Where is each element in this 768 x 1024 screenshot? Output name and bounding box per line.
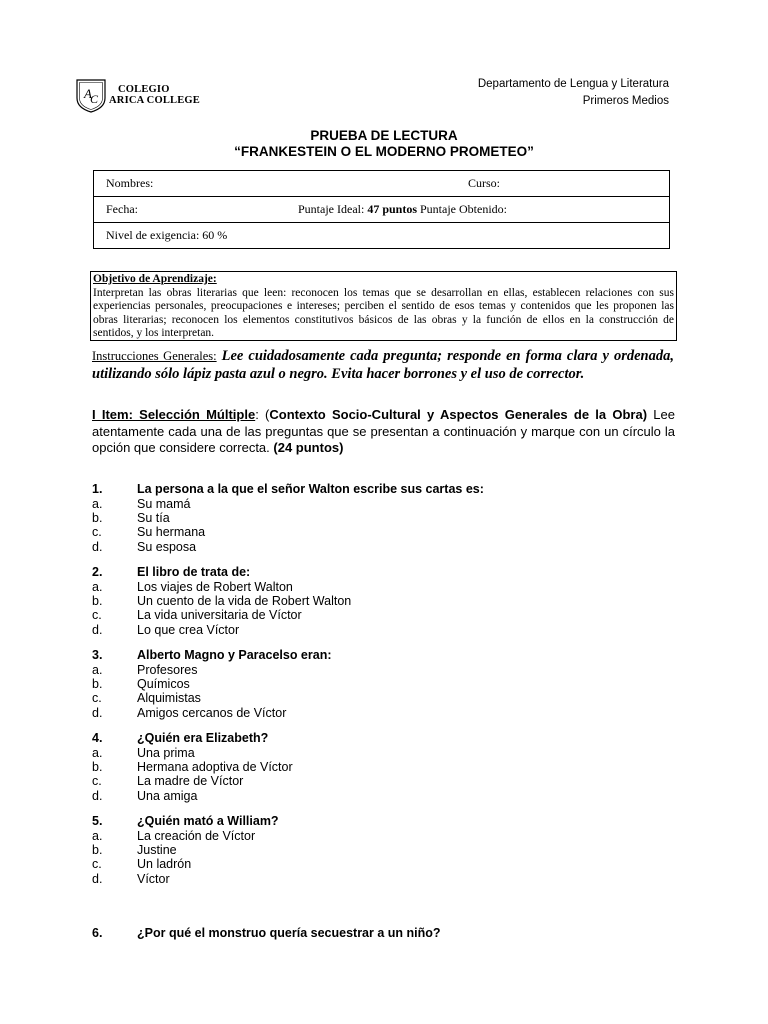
question-4 <box>92 731 592 803</box>
option-letter[interactable]: d. <box>92 539 103 554</box>
option-letter[interactable]: a. <box>92 580 103 594</box>
answer-option[interactable] <box>92 872 592 886</box>
option-letter[interactable]: c. <box>92 774 102 789</box>
answer-option[interactable] <box>92 623 592 637</box>
option-text[interactable]: La madre de Víctor <box>137 774 244 789</box>
option-letter[interactable]: a. <box>92 829 103 843</box>
question-text: Alberto Magno y Paracelso eran: <box>137 648 332 662</box>
answer-option[interactable] <box>92 706 592 720</box>
school-name-line2: ARICA COLLEGE <box>109 95 200 106</box>
department-header <box>478 76 669 110</box>
general-instructions <box>92 347 674 383</box>
option-letter[interactable]: c. <box>92 857 102 872</box>
option-text[interactable]: Hermana adoptiva de Víctor <box>137 760 293 775</box>
question-number: 4. <box>92 731 103 745</box>
info-row-names <box>94 171 669 197</box>
question-number: 1. <box>92 482 103 496</box>
requirement-level: Nivel de exigencia: 60 % <box>106 228 228 242</box>
course-field[interactable]: Curso: <box>468 176 501 190</box>
option-letter[interactable]: b. <box>92 677 103 692</box>
answer-option[interactable] <box>92 746 592 760</box>
info-row-date <box>94 197 669 223</box>
question-number: 2. <box>92 565 103 579</box>
option-letter[interactable]: b. <box>92 760 103 775</box>
item-colon: : ( <box>255 407 270 422</box>
answer-option[interactable] <box>92 497 592 511</box>
question-header <box>92 814 592 829</box>
question-1 <box>92 482 592 554</box>
item-points: (24 puntos) <box>273 440 344 455</box>
option-text[interactable]: Una prima <box>137 746 195 760</box>
ideal-score-label: Puntaje Ideal: <box>298 202 365 216</box>
question-text: ¿Quién era Elizabeth? <box>137 731 269 745</box>
option-text[interactable]: Su esposa <box>137 539 197 554</box>
option-letter[interactable]: a. <box>92 663 103 677</box>
answer-option[interactable] <box>92 857 592 871</box>
item-one-instructions <box>92 407 675 457</box>
question-3 <box>92 648 592 720</box>
option-text[interactable]: Justine <box>137 843 177 858</box>
option-text[interactable]: Alquimistas <box>137 691 201 706</box>
question-header <box>92 731 592 746</box>
option-letter[interactable]: d. <box>92 705 103 720</box>
date-field[interactable]: Fecha: <box>106 202 138 216</box>
answer-option[interactable] <box>92 525 592 539</box>
item-text: Lee atentamente cada una de las preguntas que se presentan a continuación y marque con un círculo la opción que considere correcta. <box>92 407 675 455</box>
info-row-requirement <box>94 223 669 248</box>
question-text: La persona a la que el señor Walton escribe sus cartas es: <box>137 482 484 496</box>
department-name: Departamento de Lengua y Literatura <box>477 78 669 90</box>
student-info-table <box>93 170 670 249</box>
option-text[interactable]: Los viajes de Robert Walton <box>137 580 293 594</box>
option-letter[interactable]: d. <box>92 622 103 637</box>
school-crest-icon <box>75 78 107 114</box>
option-text[interactable]: La creación de Víctor <box>137 829 256 843</box>
school-name <box>109 84 200 106</box>
answer-option[interactable] <box>92 663 592 677</box>
option-letter[interactable]: b. <box>92 511 103 526</box>
option-text[interactable]: Un cuento de la vida de Robert Walton <box>137 594 352 609</box>
option-text[interactable]: Su hermana <box>137 525 206 540</box>
option-text[interactable]: Una amiga <box>137 788 198 803</box>
question-5 <box>92 814 592 886</box>
question-header <box>92 926 592 941</box>
question-header <box>92 648 592 663</box>
ideal-score <box>298 202 507 217</box>
question-text: ¿Quién mató a William? <box>137 814 279 828</box>
answer-option[interactable] <box>92 608 592 622</box>
answer-option[interactable] <box>92 580 592 594</box>
instructions-text: Lee cuidadosamente cada pregunta; responde en forma clara y ordenada, utilizando sólo lápiz pasta azul o negro. Evita hacer borrones y el uso de corrector. <box>92 348 674 382</box>
answer-option[interactable] <box>92 774 592 788</box>
question-header <box>92 482 592 497</box>
option-text[interactable]: Su mamá <box>137 497 191 511</box>
option-letter[interactable]: d. <box>92 871 103 886</box>
question-number: 6. <box>92 926 103 940</box>
option-letter[interactable]: c. <box>92 691 102 706</box>
option-text[interactable]: Víctor <box>137 871 170 886</box>
course-level: Primeros Medios <box>582 95 669 107</box>
option-letter[interactable]: d. <box>92 788 103 803</box>
option-letter[interactable]: b. <box>92 843 103 858</box>
objective-text: Interpretan las obras literarias que leen: reconocen los temas que se desarrollan en ellas, establecen relaciones con sus experiencias personales, preocupaciones e intereses; perciben el sentido de esos temas y contenidos que les proponen las obras literarias; reconocen los elementos constitutivos básicos de las obras y la función de ellos en la construcción de sentidos, y los interpretan. <box>93 286 674 339</box>
question-number: 3. <box>92 648 103 662</box>
objective-title: Objetivo de Aprendizaje: <box>93 273 217 285</box>
option-letter[interactable]: a. <box>92 497 103 511</box>
item-context: Contexto Socio-Cultural y Aspectos Generales de la Obra) <box>269 407 648 422</box>
answer-option[interactable] <box>92 691 592 705</box>
option-text[interactable]: Un ladrón <box>137 857 192 872</box>
option-text[interactable]: Profesores <box>137 663 198 677</box>
ideal-score-value: 47 puntos <box>367 202 417 216</box>
learning-objective-box <box>90 271 677 341</box>
answer-option[interactable] <box>92 540 592 554</box>
book-title: “FRANKESTEIN O EL MODERNO PROMETEO” <box>234 144 534 159</box>
option-text[interactable]: Lo que crea Víctor <box>137 622 240 637</box>
answer-option[interactable] <box>92 843 592 857</box>
question-2 <box>92 565 592 637</box>
question-number: 5. <box>92 814 103 828</box>
option-letter[interactable]: a. <box>92 746 103 760</box>
option-letter[interactable]: b. <box>92 594 103 609</box>
test-title: PRUEBA DE LECTURA <box>310 128 458 143</box>
school-name-line1: COLEGIO <box>118 84 170 95</box>
option-letter[interactable]: c. <box>92 525 102 540</box>
svg-text:C: C <box>90 92 99 106</box>
answer-option[interactable] <box>92 760 592 774</box>
question-text: ¿Por qué el monstruo quería secuestrar a un niño? <box>137 926 441 940</box>
item-label: I Item: Selección Múltiple <box>92 407 256 422</box>
answer-option[interactable] <box>92 789 592 803</box>
option-text[interactable]: Químicos <box>137 677 190 692</box>
option-text[interactable]: Su tía <box>137 511 170 526</box>
school-logo <box>75 78 215 118</box>
question-6 <box>92 926 592 941</box>
answer-option[interactable] <box>92 594 592 608</box>
option-letter[interactable]: c. <box>92 608 102 623</box>
question-text: El libro de trata de: <box>137 565 251 579</box>
instructions-label: Instrucciones Generales: <box>92 349 217 363</box>
names-field[interactable]: Nombres: <box>106 176 154 190</box>
obtained-score-field[interactable]: Puntaje Obtenido: <box>420 202 507 216</box>
option-text[interactable]: La vida universitaria de Víctor <box>137 608 302 623</box>
svg-text:A: A <box>84 86 92 101</box>
question-header <box>92 565 592 580</box>
answer-option[interactable] <box>92 677 592 691</box>
answer-option[interactable] <box>92 511 592 525</box>
answer-option[interactable] <box>92 829 592 843</box>
option-text[interactable]: Amigos cercanos de Víctor <box>137 705 287 720</box>
